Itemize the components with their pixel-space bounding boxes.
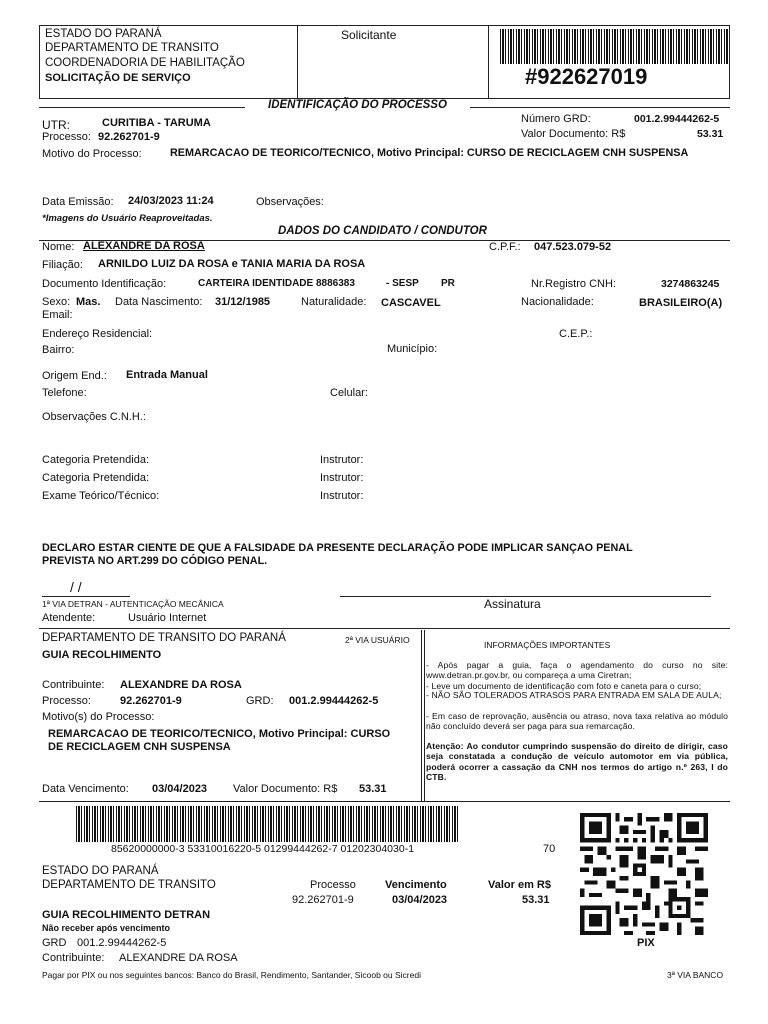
header-dept: DEPARTAMENTO DE TRANSITO bbox=[45, 42, 219, 54]
info-1: - Após pagar a guia, faça o agendamento do curso no site: www.detran.pr.gov.br, ou compareça a uma Ciretran; bbox=[426, 660, 728, 681]
endereco-label: Endereço Residencial: bbox=[42, 328, 153, 340]
registro-value: 3274863245 bbox=[661, 278, 720, 290]
pix-label: PIX bbox=[637, 937, 655, 949]
guia-contrib-value: ALEXANDRE DA ROSA bbox=[120, 679, 242, 691]
processo-label: Processo: bbox=[42, 131, 91, 143]
categoria-1-label: Categoria Pretendida: bbox=[42, 454, 150, 466]
motivo-value: REMARCACAO DE TEORICO/TECNICO, Motivo Principal: CURSO DE RECICLAGEM CNH SUSPENSA bbox=[170, 147, 689, 159]
nome-value: ALEXANDRE DA ROSA bbox=[83, 240, 205, 252]
guia-venc-value: 03/04/2023 bbox=[152, 783, 208, 795]
date-blank: / / bbox=[70, 579, 82, 595]
guia-top-line bbox=[39, 628, 730, 629]
info-atencao: Atenção: Ao condutor cumprindo suspensão do direito de dirigir, caso seja constatada a condução de veículo automotor em via pública, poderá ocorrer a cassação da CNH nos termos do artigo n.º 263, I do CTB. bbox=[426, 741, 728, 783]
docid-label: Documento Identificação: bbox=[42, 278, 167, 290]
declaracao-line2: PREVISTA NO ART.299 DO CÓDIGO PENAL. bbox=[42, 555, 268, 567]
filiacao-value: ARNILDO LUIZ DA ROSA e TANIA MARIA DA ROSA bbox=[98, 258, 366, 270]
banco-dept: DEPARTAMENTO DE TRANSITO bbox=[42, 879, 216, 891]
grd-value: 001.2.99444262-5 bbox=[634, 113, 720, 125]
header-divider-2 bbox=[488, 25, 489, 99]
info-2: - Leve um documento de identificação com foto e caneta para o curso; bbox=[426, 681, 702, 691]
emissao-label: Data Emissão: bbox=[42, 196, 114, 208]
info-4: - Em caso de reprovação, ausência ou atraso, nova taxa relativa ao módulo não concluído deverá ser paga para sua remarcação. bbox=[426, 711, 728, 732]
utr-label: UTR: bbox=[42, 118, 70, 132]
municipio-label: Município: bbox=[387, 343, 438, 355]
nacionalidade-value: BRASILEIRO(A) bbox=[639, 297, 723, 309]
banco-via3: 3ª VIA BANCO bbox=[667, 970, 724, 980]
atendente-label: Atendente: bbox=[42, 612, 96, 624]
celular-label: Celular: bbox=[330, 387, 368, 399]
origem-label: Origem End.: bbox=[42, 370, 107, 382]
payment-barcode bbox=[76, 806, 460, 842]
categoria-2-label: Categoria Pretendida: bbox=[42, 472, 150, 484]
instrutor-2-label: Instrutor: bbox=[320, 472, 364, 484]
grd-label: Número GRD: bbox=[521, 113, 591, 125]
utr-value: CURITIBA - TARUMA bbox=[102, 117, 211, 129]
banco-valor-label: Valor em R$ bbox=[488, 879, 551, 891]
section-title-candidato: DADOS DO CANDIDATO / CONDUTOR bbox=[275, 225, 490, 237]
docid-uf: PR bbox=[441, 278, 455, 289]
guia-title: GUIA RECOLHIMENTO bbox=[42, 649, 162, 661]
header-solicitante: Solicitante bbox=[341, 28, 397, 42]
docid-org: - SESP bbox=[386, 278, 419, 289]
barcode-digits: 85620000000-3 53310016220-5 01299444262-7 01202304030-1 bbox=[111, 843, 415, 855]
valor-label: Valor Documento: R$ bbox=[521, 128, 626, 140]
assinatura-label: Assinatura bbox=[484, 597, 541, 611]
section-line-left bbox=[39, 107, 245, 108]
obs-cnh-label: Observações C.N.H.: bbox=[42, 411, 146, 423]
nacionalidade-label: Nacionalidade: bbox=[521, 296, 594, 308]
pix-qr-code bbox=[580, 813, 708, 935]
guia-motivos-label: Motivo(s) do Processo: bbox=[42, 711, 155, 723]
via1-label: 1ª VIA DETRAN - AUTENTICAÇÃO MECÂNICA bbox=[42, 599, 224, 609]
info-title: INFORMAÇÕES IMPORTANTES bbox=[484, 640, 611, 650]
header-barcode bbox=[500, 29, 728, 64]
guia-motivo-line2: DE RECICLAGEM CNH SUSPENSA bbox=[48, 741, 231, 753]
guia-divider-2 bbox=[424, 630, 425, 802]
banco-venc-value: 03/04/2023 bbox=[392, 894, 448, 906]
header-service: SOLICITAÇÃO DE SERVIÇO bbox=[45, 72, 191, 84]
banco-grd-label: GRD bbox=[42, 937, 67, 949]
banco-valor-value: 53.31 bbox=[522, 894, 550, 906]
cpf-value: 047.523.079-52 bbox=[534, 241, 612, 253]
docid-value: CARTEIRA IDENTIDADE 8886383 bbox=[198, 278, 355, 289]
guia-grd-label: GRD: bbox=[246, 695, 274, 707]
sexo-value: Mas. bbox=[76, 296, 101, 308]
guia-processo-label: Processo: bbox=[42, 695, 91, 707]
origem-value: Entrada Manual bbox=[126, 369, 208, 381]
exame-label: Exame Teórico/Técnico: bbox=[42, 490, 160, 502]
atendente-value: Usuário Internet bbox=[128, 612, 207, 624]
nasc-value: 31/12/1985 bbox=[215, 296, 271, 308]
guia-divider bbox=[421, 630, 422, 802]
guia-venc-label: Data Vencimento: bbox=[42, 783, 129, 795]
banco-processo-value: 92.262701-9 bbox=[292, 894, 354, 906]
sexo-label: Sexo: bbox=[42, 296, 71, 308]
section-line-right bbox=[470, 107, 730, 108]
guia-grd-value: 001.2.99444262-5 bbox=[289, 695, 379, 707]
instrutor-1-label: Instrutor: bbox=[320, 454, 364, 466]
guia-valor-value: 53.31 bbox=[359, 783, 387, 795]
nasc-label: Data Nascimento: bbox=[115, 296, 203, 308]
banco-pagar-note: Pagar por PIX ou nos seguintes bancos: Banco do Brasil, Rendimento, Santander, Sicoob ou Sicredi bbox=[42, 970, 421, 980]
guia-motivo-line1: REMARCACAO DE TEORICO/TECNICO, Motivo Principal: CURSO bbox=[48, 728, 391, 740]
section-title-processo: IDENTIFICAÇÃO DO PROCESSO bbox=[268, 99, 447, 111]
banco-processo-label: Processo bbox=[310, 879, 356, 891]
banco-venc-label: Vencimento bbox=[385, 879, 447, 891]
banco-nao-receber: Não receber após vencimento bbox=[42, 923, 171, 933]
header-request-number: #922627019 bbox=[525, 64, 648, 89]
telefone-label: Telefone: bbox=[42, 387, 87, 399]
banco-contrib-value: ALEXANDRE DA ROSA bbox=[119, 952, 238, 964]
observacoes-label: Observações: bbox=[256, 196, 324, 208]
banco-estado: ESTADO DO PARANÁ bbox=[42, 865, 159, 877]
guia-via2: 2ª VIA USUÁRIO bbox=[345, 635, 410, 645]
registro-label: Nr.Registro CNH: bbox=[531, 278, 616, 290]
naturalidade-label: Naturalidade: bbox=[301, 296, 367, 308]
imagens-note: *Imagens do Usuário Reaproveitadas. bbox=[42, 213, 213, 224]
guia-processo-value: 92.262701-9 bbox=[120, 695, 182, 707]
code-70: 70 bbox=[543, 843, 556, 855]
email-label: Email: bbox=[42, 309, 73, 321]
bairro-label: Bairro: bbox=[42, 344, 75, 356]
guia-dept: DEPARTAMENTO DE TRANSITO DO PARANÁ bbox=[42, 632, 286, 644]
guia-bottom-line bbox=[39, 801, 730, 802]
guia-valor-label: Valor Documento: R$ bbox=[233, 783, 338, 795]
instrutor-3-label: Instrutor: bbox=[320, 490, 364, 502]
nome-label: Nome: bbox=[42, 241, 75, 253]
processo-value: 92.262701-9 bbox=[98, 131, 160, 143]
motivo-label: Motivo do Processo: bbox=[42, 148, 142, 160]
declaracao-line1: DECLARO ESTAR CIENTE DE QUE A FALSIDADE DA PRESENTE DECLARAÇÃO PODE IMPLICAR SANÇAO PENAL bbox=[42, 542, 633, 554]
naturalidade-value: CASCAVEL bbox=[381, 297, 441, 309]
cep-label: C.E.P.: bbox=[559, 328, 593, 340]
banco-grd-value: 001.2.99444262-5 bbox=[77, 937, 167, 949]
date-line bbox=[42, 596, 130, 597]
banco-title: GUIA RECOLHIMENTO DETRAN bbox=[42, 909, 211, 921]
guia-contrib-label: Contribuinte: bbox=[42, 679, 105, 691]
banco-contrib-label: Contribuinte: bbox=[42, 952, 105, 964]
filiacao-label: Filiação: bbox=[42, 259, 83, 271]
cpf-label: C.P.F.: bbox=[489, 241, 521, 253]
header-divider-1 bbox=[297, 25, 298, 99]
header-coord: COORDENADORIA DE HABILITAÇÃO bbox=[45, 57, 245, 69]
valor-value: 53.31 bbox=[697, 128, 724, 140]
header-state: ESTADO DO PARANÁ bbox=[45, 28, 162, 40]
emissao-value: 24/03/2023 11:24 bbox=[128, 195, 214, 207]
info-3: - NÃO SÃO TOLERADOS ATRASOS PARA ENTRADA EM SALA DE AULA; bbox=[426, 690, 722, 700]
